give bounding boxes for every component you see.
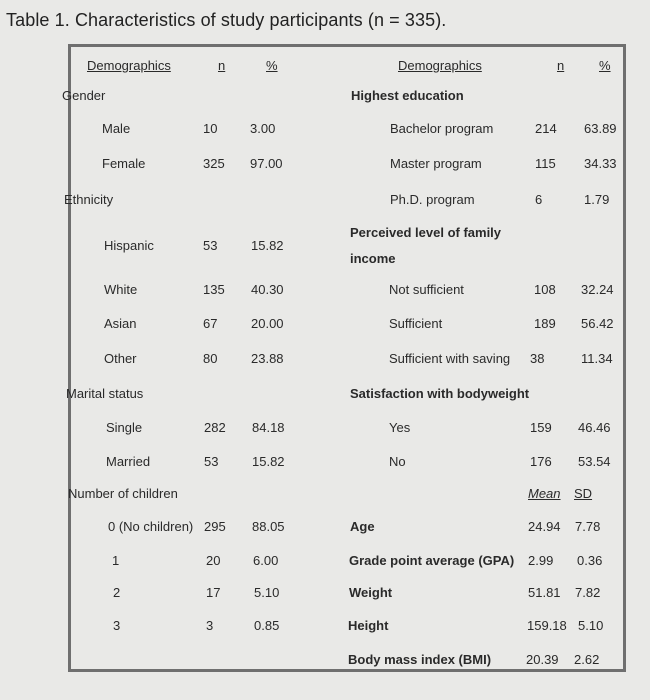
row-n: 115 [535, 156, 556, 171]
header-sd: SD [574, 486, 593, 501]
section-perceived-income: Perceived level of family [350, 225, 502, 240]
row-label: Asian [104, 316, 137, 331]
row-pct: 97.00 [250, 156, 283, 171]
row-label: Sufficient [389, 316, 443, 331]
row-n: 214 [535, 121, 557, 136]
row-pct: 88.05 [252, 519, 285, 534]
row-label: 2 [113, 585, 121, 600]
row-pct: 40.30 [251, 282, 284, 297]
row-mean: 2.99 [528, 553, 554, 568]
row-label: Yes [389, 420, 411, 435]
header-left-pct: % [266, 58, 278, 73]
row-pct: 11.34 [581, 351, 613, 366]
table-title: Table 1. Characteristics of study participants (n = 335). [6, 10, 447, 30]
row-pct: 32.24 [581, 282, 614, 297]
row-label: No [389, 454, 406, 469]
row-n: 159 [530, 420, 552, 435]
row-pct: 0.85 [254, 618, 280, 633]
header-left-demographics: Demographics [87, 58, 171, 73]
row-pct: 3.00 [250, 121, 276, 136]
section-ethnicity: Ethnicity [64, 192, 114, 207]
row-label: Master program [390, 156, 482, 171]
row-pct: 56.42 [581, 316, 614, 331]
row-n: 176 [530, 454, 552, 469]
row-label: Other [104, 351, 137, 366]
row-pct: 63.89 [584, 121, 617, 136]
row-n: 38 [530, 351, 545, 366]
row-label: Male [102, 121, 131, 136]
header-right-n: n [557, 58, 565, 73]
row-n: 80 [203, 351, 218, 366]
row-mean: 24.94 [528, 519, 561, 534]
row-label: Height [348, 618, 389, 633]
row-n: 53 [204, 454, 219, 469]
row-pct: 5.10 [254, 585, 280, 600]
section-highest-education: Highest education [351, 88, 464, 103]
row-mean: 51.81 [528, 585, 561, 600]
row-n: 189 [534, 316, 556, 331]
row-label: Ph.D. program [390, 192, 475, 207]
row-label: Not sufficient [389, 282, 464, 297]
row-pct: 53.54 [578, 454, 611, 469]
row-label: Age [350, 519, 375, 534]
row-n: 17 [206, 585, 221, 600]
row-pct: 84.18 [252, 420, 285, 435]
row-pct: 23.88 [251, 351, 284, 366]
row-pct: 46.46 [578, 420, 611, 435]
row-n: 10 [203, 121, 218, 136]
row-label: 1 [112, 553, 120, 568]
row-mean: 159.18 [527, 618, 567, 633]
row-sd: 2.62 [574, 652, 600, 667]
row-pct: 15.82 [252, 454, 285, 469]
row-label: White [104, 282, 138, 297]
section-gender: Gender [62, 88, 106, 103]
section-marital-status: Marital status [66, 386, 144, 401]
section-bodyweight-satisfaction: Satisfaction with bodyweight [350, 386, 530, 401]
row-pct: 6.00 [253, 553, 279, 568]
row-pct: 34.33 [584, 156, 617, 171]
row-pct: 1.79 [584, 192, 610, 207]
row-n: 295 [204, 519, 226, 534]
row-n: 135 [203, 282, 225, 297]
section-number-of-children: Number of children [68, 486, 178, 501]
header-mean: Mean [528, 486, 561, 501]
header-right-pct: % [599, 58, 611, 73]
row-n: 325 [203, 156, 225, 171]
header-left-n: n [218, 58, 226, 73]
row-label: Weight [349, 585, 393, 600]
row-n: 6 [535, 192, 543, 207]
row-pct: 15.82 [251, 238, 284, 253]
row-label: Hispanic [104, 238, 154, 253]
row-label: Married [106, 454, 151, 469]
row-n: 108 [534, 282, 556, 297]
section-perceived-income-line2: income [350, 251, 396, 266]
row-n: 20 [206, 553, 221, 568]
row-label: Body mass index (BMI) [348, 652, 492, 667]
row-sd: 7.82 [575, 585, 601, 600]
row-label: Female [102, 156, 146, 171]
row-mean: 20.39 [526, 652, 559, 667]
row-label: Grade point average (GPA) [349, 553, 515, 568]
row-label: 0 (No children) [108, 519, 194, 534]
header-right-demographics: Demographics [398, 58, 482, 73]
row-label: 3 [113, 618, 121, 633]
row-sd: 5.10 [578, 618, 604, 633]
row-sd: 0.36 [577, 553, 603, 568]
row-n: 53 [203, 238, 218, 253]
row-n: 67 [203, 316, 218, 331]
row-n: 282 [204, 420, 226, 435]
row-label: Sufficient with saving [389, 351, 511, 366]
row-label: Single [106, 420, 143, 435]
row-label: Bachelor program [390, 121, 494, 136]
row-sd: 7.78 [575, 519, 601, 534]
row-n: 3 [206, 618, 214, 633]
row-pct: 20.00 [251, 316, 284, 331]
